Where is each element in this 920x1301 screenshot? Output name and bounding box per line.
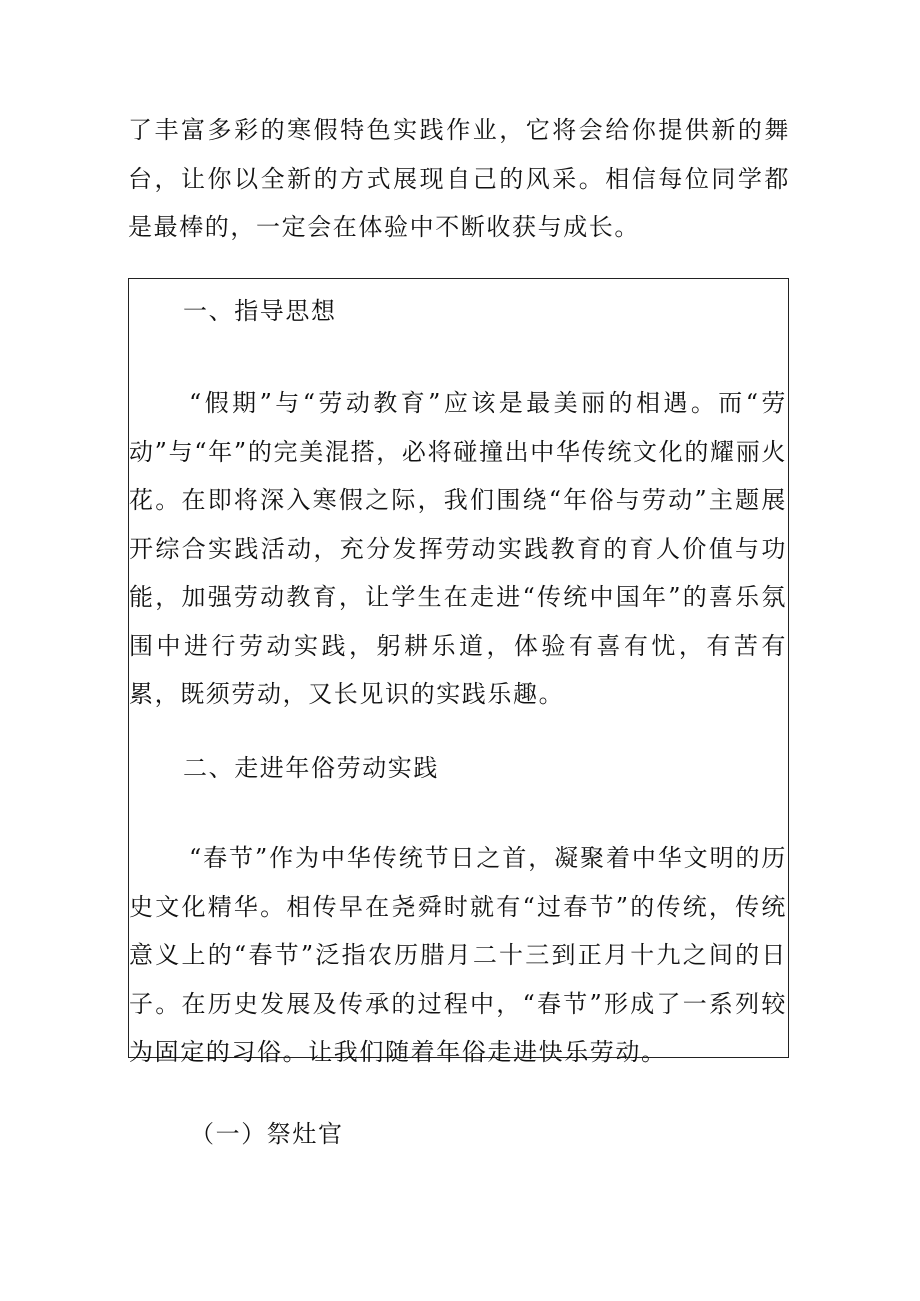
intro-paragraph: 了丰富多彩的寒假特色实践作业，它将会给你提供新的舞台，让你以全新的方式展现自己的风采。相信每位同学都是最棒的，一定会在体验中不断收获与成长。 (128, 116, 790, 241)
section-body-labor-practice: “春节”作为中华传统节日之首，凝聚着中华文明的历史文化精华。相传早在尧舜时就有“过春节”的传统，传统意义上的“春节”泛指农历腊月二十三到正月十九之间的日子。在历史发展及传承的过程中，“春节”形成了一系列较为固定的习俗。让我们随着年俗走进快乐劳动。 (129, 844, 787, 1066)
content-box (128, 278, 789, 1066)
section-heading-guiding-thought: 一、指导思想 (183, 297, 337, 325)
subsection-heading-kitchen-god: （一）祭灶官 (190, 1120, 344, 1148)
section-heading-labor-practice: 二、走进年俗劳动实践 (183, 754, 439, 782)
section-body-guiding-thought: “假期”与“劳动教育”应该是最美丽的相遇。而“劳动”与“年”的完美混搭，必将碰撞出中华传统文化的耀丽火花。在即将深入寒假之际，我们围绕“年俗与劳动”主题展开综合实践活动，充分发挥劳动实践教育的育人价值与功能，加强劳动教育，让学生在走进“传统中国年”的喜乐氛围中进行劳动实践，躬耕乐道，体验有喜有忧，有苦有累，既须劳动，又长见识的实践乐趣。 (129, 389, 787, 708)
